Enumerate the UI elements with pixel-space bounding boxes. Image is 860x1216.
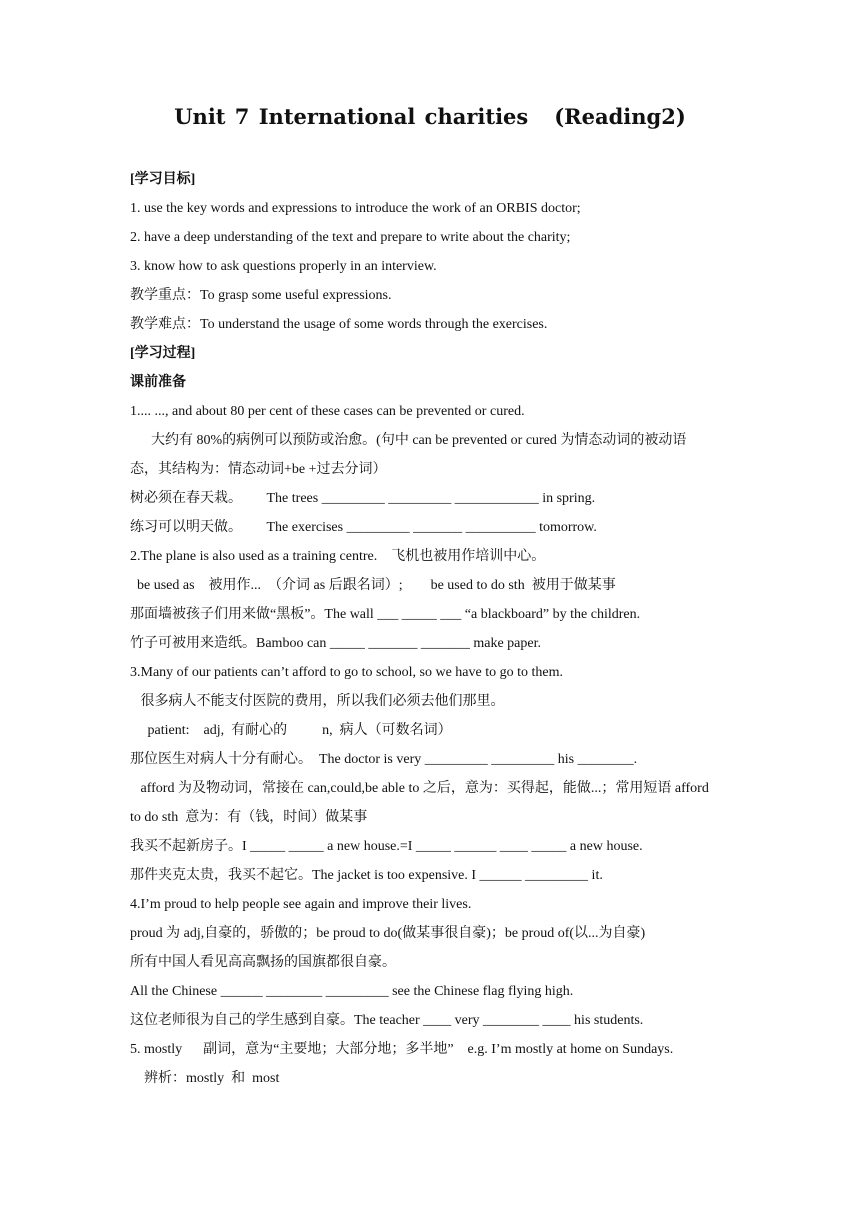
exercise-line: 那面墙被孩子们用来做“黑板”。The wall ___ _____ ___ “a blackboard” by the children. <box>130 607 641 622</box>
text-line: 1.... ..., and about 80 per cent of these cases can be prevented or cured. <box>130 404 525 419</box>
text-line: afford 为及物动词，常接在 can,could,be able to 之后，意为：买得起，能做...；常用短语 afford <box>130 781 709 796</box>
difficult-point-line: 教学难点：To understand the usage of some words through the exercises. <box>130 317 548 332</box>
exercise-line: 我买不起新房子。I _____ _____ a new house.=I _____ ______ ____ _____ a new house. <box>130 839 643 854</box>
document-title <box>0 104 860 129</box>
section-heading-process: [学习过程] <box>130 346 196 361</box>
section-heading-goals: [学习目标] <box>130 172 196 187</box>
exercise-line: All the Chinese ______ ________ _________ see the Chinese flag flying high. <box>130 984 574 999</box>
text-line: 辨析：mostly 和 most <box>130 1071 280 1086</box>
title-main: Unit 7 International charities <box>174 104 529 129</box>
exercise-line: 那件夹克太贵，我买不起它。The jacket is too expensive. I ______ _________ it. <box>130 868 603 883</box>
exercise-line: 那位医生对病人十分有耐心。 The doctor is very _________ _________ his ________. <box>130 752 638 767</box>
exercise-line: 练习可以明天做。 The exercises _________ _______ __________ tomorrow. <box>130 520 597 535</box>
text-line: 大约有 80%的病例可以预防或治愈。(句中 can be prevented or cured 为情态动词的被动语 <box>130 433 687 448</box>
section-heading-preparation: 课前准备 <box>130 375 186 390</box>
text-line: 4.I’m proud to help people see again and improve their lives. <box>130 897 472 912</box>
goal-line-1: 1. use the key words and expressions to introduce the work of an ORBIS doctor; <box>130 201 581 216</box>
text-line: 2.The plane is also used as a training centre. 飞机也被用作培训中心。 <box>130 549 546 564</box>
title-sub: (Reading2) <box>554 104 686 129</box>
text-line: 很多病人不能支付医院的费用，所以我们必须去他们那里。 <box>130 694 505 709</box>
text-line: 态，其结构为：情态动词+be +过去分词） <box>130 462 387 477</box>
exercise-line: 这位老师很为自己的学生感到自豪。The teacher ____ very ________ ____ his students. <box>130 1013 644 1028</box>
text-line: to do sth 意为：有（钱，时间）做某事 <box>130 810 368 825</box>
text-line: be used as 被用作... （介词 as 后跟名词）; be used to do sth 被用于做某事 <box>130 578 616 593</box>
goal-line-3: 3. know how to ask questions properly in an interview. <box>130 259 437 274</box>
exercise-line: 树必须在春天栽。 The trees _________ _________ ____________ in spring. <box>130 491 596 506</box>
text-line: patient: adj, 有耐心的 n, 病人（可数名词） <box>130 723 452 738</box>
text-line: 3.Many of our patients can’t afford to go to school, so we have to go to them. <box>130 665 564 680</box>
text-line: proud 为 adj,自豪的，骄傲的；be proud to do(做某事很自豪)；be proud of(以...为自豪) <box>130 926 646 941</box>
text-line: 所有中国人看见高高飘扬的国旗都很自豪。 <box>130 955 396 970</box>
text-line: 5. mostly 副词，意为“主要地；大部分地；多半地” e.g. I’m mostly at home on Sundays. <box>130 1042 674 1057</box>
document-body <box>130 169 740 1097</box>
exercise-line: 竹子可被用来造纸。Bamboo can _____ _______ _______ make paper. <box>130 636 542 651</box>
key-point-line: 教学重点：To grasp some useful expressions. <box>130 288 392 303</box>
goal-line-2: 2. have a deep understanding of the text and prepare to write about the charity; <box>130 230 571 245</box>
